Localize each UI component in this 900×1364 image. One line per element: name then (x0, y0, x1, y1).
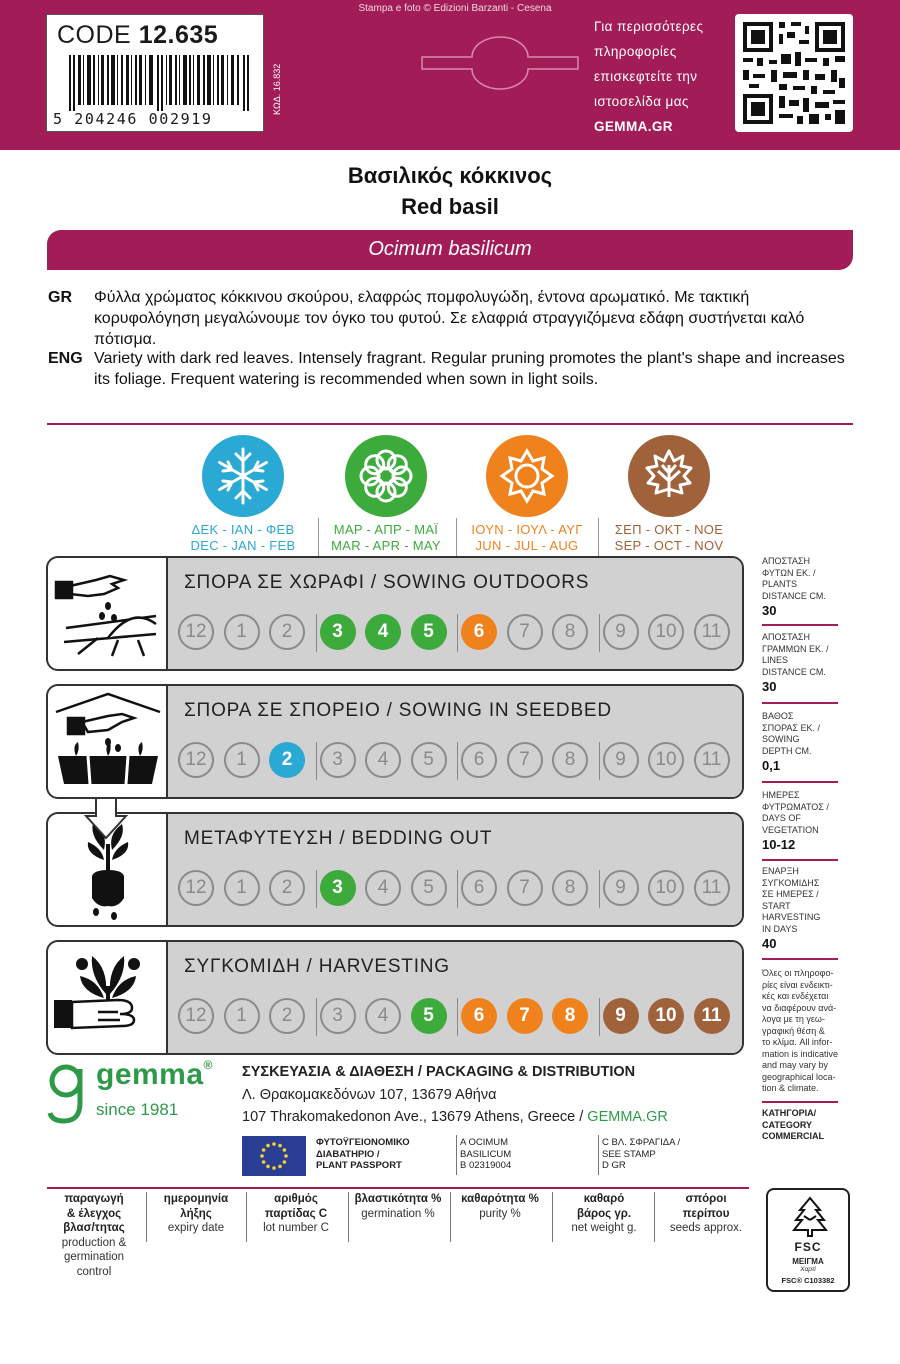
gemma-logo-icon (46, 1063, 86, 1125)
month-9: 9 (603, 998, 639, 1034)
passport-separator (598, 1135, 599, 1175)
fsc-tree-icon (790, 1196, 830, 1238)
month-8: 8 (552, 998, 588, 1034)
month-6: 6 (461, 998, 497, 1034)
passport-c-d: C ΒΛ. ΣΦΡΑΓΙΔΑ / SEE STAMP D GR (602, 1137, 681, 1171)
flower-icon (345, 435, 427, 517)
bottom-production-control: παραγωγή & έλεγχος βλασ/τητας production & germination control (61, 1193, 127, 1278)
month-10: 10 (648, 742, 684, 778)
month-4: 4 (365, 870, 401, 906)
more-info-text: Για περισσότερες πληροφορίες επισκεφτείτε την ιστοσελίδα μας GEMMA.GR (594, 14, 734, 139)
snowflake-icon (202, 435, 284, 517)
month-5: 5 (411, 614, 447, 650)
lang-label-gr: GR (48, 289, 72, 306)
hang-hole-icon (420, 35, 580, 91)
passport-a-b: A OCIMUM BASILICUM B 02319004 (460, 1137, 512, 1171)
season-summer (457, 435, 597, 554)
month-group-separator (316, 742, 317, 780)
month-group-separator (316, 614, 317, 652)
month-9: 9 (603, 870, 639, 906)
month-group-separator (457, 614, 458, 652)
row-title: ΣΠΟΡΑ ΣΕ ΣΠΟΡΕΙΟ / SOWING IN SEEDBED (184, 700, 612, 721)
row-sowing-seedbed (46, 684, 744, 799)
month-6: 6 (461, 614, 497, 650)
month-7: 7 (507, 998, 543, 1034)
season-spring-en: MAR - APR - MAY (331, 538, 441, 553)
header-band (0, 0, 900, 150)
category-label: ΚΑΤΗΓΟΡΙΑ/ CATEGORY COMMERCIAL (762, 1108, 824, 1141)
side-divider (762, 958, 838, 960)
month-group-separator (599, 998, 600, 1036)
month-group-separator (599, 614, 600, 652)
eu-flag-icon (242, 1136, 306, 1176)
side-divider (762, 702, 838, 704)
season-winter-en: DEC - JAN - FEB (190, 538, 296, 553)
row-title: ΜΕΤΑΦΥΤΕΥΣΗ / BEDDING OUT (184, 828, 493, 849)
website-link[interactable]: GEMMA.GR (594, 119, 673, 134)
month-2: 2 (269, 998, 305, 1034)
qr-code-icon[interactable] (735, 14, 853, 132)
month-12: 12 (178, 870, 214, 906)
month-1: 1 (224, 870, 260, 906)
bottom-net-weight: καθαρό βάρος γρ. net weight g. (571, 1193, 637, 1234)
description-greek-text: Φύλλα χρώματος κόκκινου σκούρου, ελαφρώς πομφολυγώδη, έντονα αρωματικό. Με τακτική κορυφολόγηση μεγαλώνουμε τον όγκο του φυτού. Σε ελαφριά στραγγιζόμενα εδάφη συστήνεται καλό πότισμα. (94, 289, 805, 348)
month-10: 10 (648, 614, 684, 650)
month-7: 7 (507, 870, 543, 906)
month-9: 9 (603, 614, 639, 650)
bottom-separator (246, 1192, 247, 1242)
month-12: 12 (178, 614, 214, 650)
fsc-badge (766, 1188, 850, 1292)
packaging-title: ΣΥΣΚΕΥΑΣΙΑ & ΔΙΑΘΕΣΗ / PACKAGING & DISTRIBUTION (242, 1064, 636, 1080)
passport-separator (456, 1135, 457, 1175)
month-group-separator (599, 742, 600, 780)
season-summer-en: JUN - JUL - AUG (475, 538, 579, 553)
season-spring-gr: ΜΑΡ - ΑΠΡ - ΜΑΪ (333, 522, 439, 537)
sowing-hand-icon (48, 558, 168, 669)
month-5: 5 (411, 998, 447, 1034)
month-group-separator (457, 998, 458, 1036)
bedding-out-panel (168, 814, 744, 925)
product-code: CODE 12.635 (57, 21, 219, 49)
plant-passport: ΦΥΤΟΫΓΕΙΟΝΟΜΙΚΟ ΔΙΑΒΑΤΗΡΙΟ / PLANT PASSPORT (316, 1137, 410, 1171)
row-sowing-outdoors (46, 556, 744, 671)
packaging-address-en: 107 Thrakomakedonon Ave., 13679 Athens, Greece / GEMMA.GR (242, 1109, 668, 1125)
row-title: ΣΠΟΡΑ ΣΕ ΧΩΡΑΦΙ / SOWING OUTDOORS (184, 572, 590, 593)
season-autumn (599, 435, 739, 554)
brand-since: since 1981 (96, 1100, 179, 1119)
side-lines-distance: ΑΠΟΣΤΑΣΗ ΓΡΑΜΜΩΝ ΕΚ. / LINES DISTANCE CM. 30 (762, 632, 852, 693)
side-plants-distance: ΑΠΟΣΤΑΣΗ ΦΥΤΩΝ ΕΚ. / PLANTS DISTANCE CM. 30 (762, 556, 852, 617)
month-11: 11 (694, 998, 730, 1034)
barcode-icon (69, 55, 249, 111)
season-autumn-en: SEP - OCT - NOV (614, 538, 724, 553)
fsc-mix: ΜΕΙΓΜΑ (792, 1257, 824, 1266)
disclaimer: Όλες οι πληροφο- ρίες είναι ενδεικτι- κές και ενδέχεται να διαφέρουν ανά- λογα με τη γεω- γραφική θέση & το κλίμα. All infor- mation is indicative and may vary by geographical loca- tion & climate. (762, 968, 839, 1093)
lines-distance-value: 30 (762, 679, 777, 694)
month-6: 6 (461, 870, 497, 906)
month-3: 3 (320, 998, 356, 1034)
month-3: 3 (320, 614, 356, 650)
bottom-purity: καθαρότητα % purity % (461, 1193, 539, 1220)
row-bedding-out (46, 812, 744, 927)
month-7: 7 (507, 614, 543, 650)
divider-line (47, 423, 853, 425)
plants-distance-value: 30 (762, 603, 777, 618)
bottom-seeds-approx: σπόροι περίπου seeds approx. (669, 1193, 743, 1234)
bottom-expiry-date: ημερομηνία λήξης expiry date (163, 1193, 229, 1234)
side-divider (762, 1101, 838, 1103)
month-10: 10 (648, 998, 684, 1034)
month-7: 7 (507, 742, 543, 778)
month-4: 4 (365, 998, 401, 1034)
month-4: 4 (365, 742, 401, 778)
product-name-greek: Βασιλικός κόκκινος (347, 163, 553, 188)
latin-name: Ocimum basilicum (368, 238, 532, 260)
fsc-code: FSC® C103382 (781, 1276, 835, 1285)
product-name-english: Red basil (401, 194, 499, 219)
month-3: 3 (320, 742, 356, 778)
seedbed-icon (48, 686, 168, 797)
bottom-lot-number: αριθμός παρτίδας C lot number C (263, 1193, 329, 1234)
month-8: 8 (552, 742, 588, 778)
month-group-separator (316, 998, 317, 1036)
month-group-separator (316, 870, 317, 908)
barcode-label (46, 14, 264, 132)
bottom-separator (146, 1192, 147, 1242)
month-9: 9 (603, 742, 639, 778)
row-harvesting (46, 940, 744, 1055)
arrow-down-icon (84, 796, 128, 840)
month-2: 2 (269, 614, 305, 650)
description-english (48, 348, 858, 390)
sowing-outdoors-panel (168, 558, 744, 669)
bottom-divider (47, 1187, 749, 1189)
month-5: 5 (411, 742, 447, 778)
lang-label-eng: ENG (48, 350, 83, 367)
bottom-separator (552, 1192, 553, 1242)
start-harvesting-value: 40 (762, 936, 777, 951)
side-divider (762, 859, 838, 861)
month-group-separator (457, 870, 458, 908)
row-title: ΣΥΓΚΟΜΙΔΗ / HARVESTING (184, 956, 450, 977)
sowing-seedbed-panel (168, 686, 744, 797)
month-1: 1 (224, 742, 260, 778)
month-1: 1 (224, 998, 260, 1034)
latin-name-bar (47, 230, 853, 270)
description-english-text: Variety with dark red leaves. Intensely fragrant. Regular pruning promotes the plant's shape and increases its foliage. Frequent watering is recommended when sown in light soils. (94, 350, 845, 388)
bottom-separator (348, 1192, 349, 1242)
packaging-address-gr: Λ. Θρακομακεδόνων 107, 13679 Αθήνα (242, 1087, 497, 1103)
month-2: 2 (269, 742, 305, 778)
days-vegetation-value: 10-12 (762, 837, 796, 852)
season-winter-gr: ΔΕΚ - ΙΑΝ - ΦΕΒ (191, 522, 295, 537)
season-summer-gr: ΙΟΥΝ - ΙΟΥΛ - ΑΥΓ (471, 522, 583, 537)
brand-name: gemma® (96, 1058, 213, 1091)
month-8: 8 (552, 870, 588, 906)
description-greek (48, 287, 858, 350)
ean-number: 5 204246 002919 (53, 110, 213, 128)
fsc-name: FSC (794, 1240, 822, 1254)
month-5: 5 (411, 870, 447, 906)
season-spring (316, 435, 456, 554)
harvesting-panel (168, 942, 744, 1053)
fsc-paper: Χαρτί (800, 1266, 816, 1273)
side-divider (762, 781, 838, 783)
month-3: 3 (320, 870, 356, 906)
kod-number: ΚΩΔ. 16.832 (272, 63, 282, 115)
season-autumn-gr: ΣΕΠ - ΟΚΤ - ΝΟΕ (614, 522, 724, 537)
month-11: 11 (694, 614, 730, 650)
print-credit: Stampa e foto © Edizioni Barzanti - Cesena (358, 3, 552, 14)
sowing-depth-value: 0,1 (762, 758, 781, 773)
month-group-separator (457, 742, 458, 780)
packaging-website-link[interactable]: GEMMA.GR (587, 1109, 668, 1125)
month-10: 10 (648, 870, 684, 906)
month-6: 6 (461, 742, 497, 778)
month-2: 2 (269, 870, 305, 906)
side-days-vegetation: ΗΜΕΡΕΣ ΦΥΤΡΩΜΑΤΟΣ / DAYS OF VEGETATION 10-12 (762, 790, 852, 851)
side-start-harvesting: ΕΝΑΡΞΗ ΣΥΓΚΟΜΙΔΗΣ ΣΕ ΗΜΕΡΕΣ / START HARVESTING IN DAYS 40 (762, 866, 852, 950)
side-divider (762, 624, 838, 626)
bottom-separator (654, 1192, 655, 1242)
harvest-hand-icon (48, 942, 168, 1053)
season-winter (173, 435, 313, 554)
sun-icon (486, 435, 568, 517)
side-sowing-depth: ΒΑΘΟΣ ΣΠΟΡΑΣ ΕΚ. / SOWING DEPTH CM. 0,1 (762, 711, 852, 772)
month-4: 4 (365, 614, 401, 650)
leaf-icon (628, 435, 710, 517)
month-12: 12 (178, 742, 214, 778)
month-8: 8 (552, 614, 588, 650)
bottom-separator (450, 1192, 451, 1242)
month-11: 11 (694, 870, 730, 906)
month-11: 11 (694, 742, 730, 778)
month-group-separator (599, 870, 600, 908)
bottom-germination: βλαστικότητα % germination % (354, 1193, 442, 1220)
month-1: 1 (224, 614, 260, 650)
month-12: 12 (178, 998, 214, 1034)
